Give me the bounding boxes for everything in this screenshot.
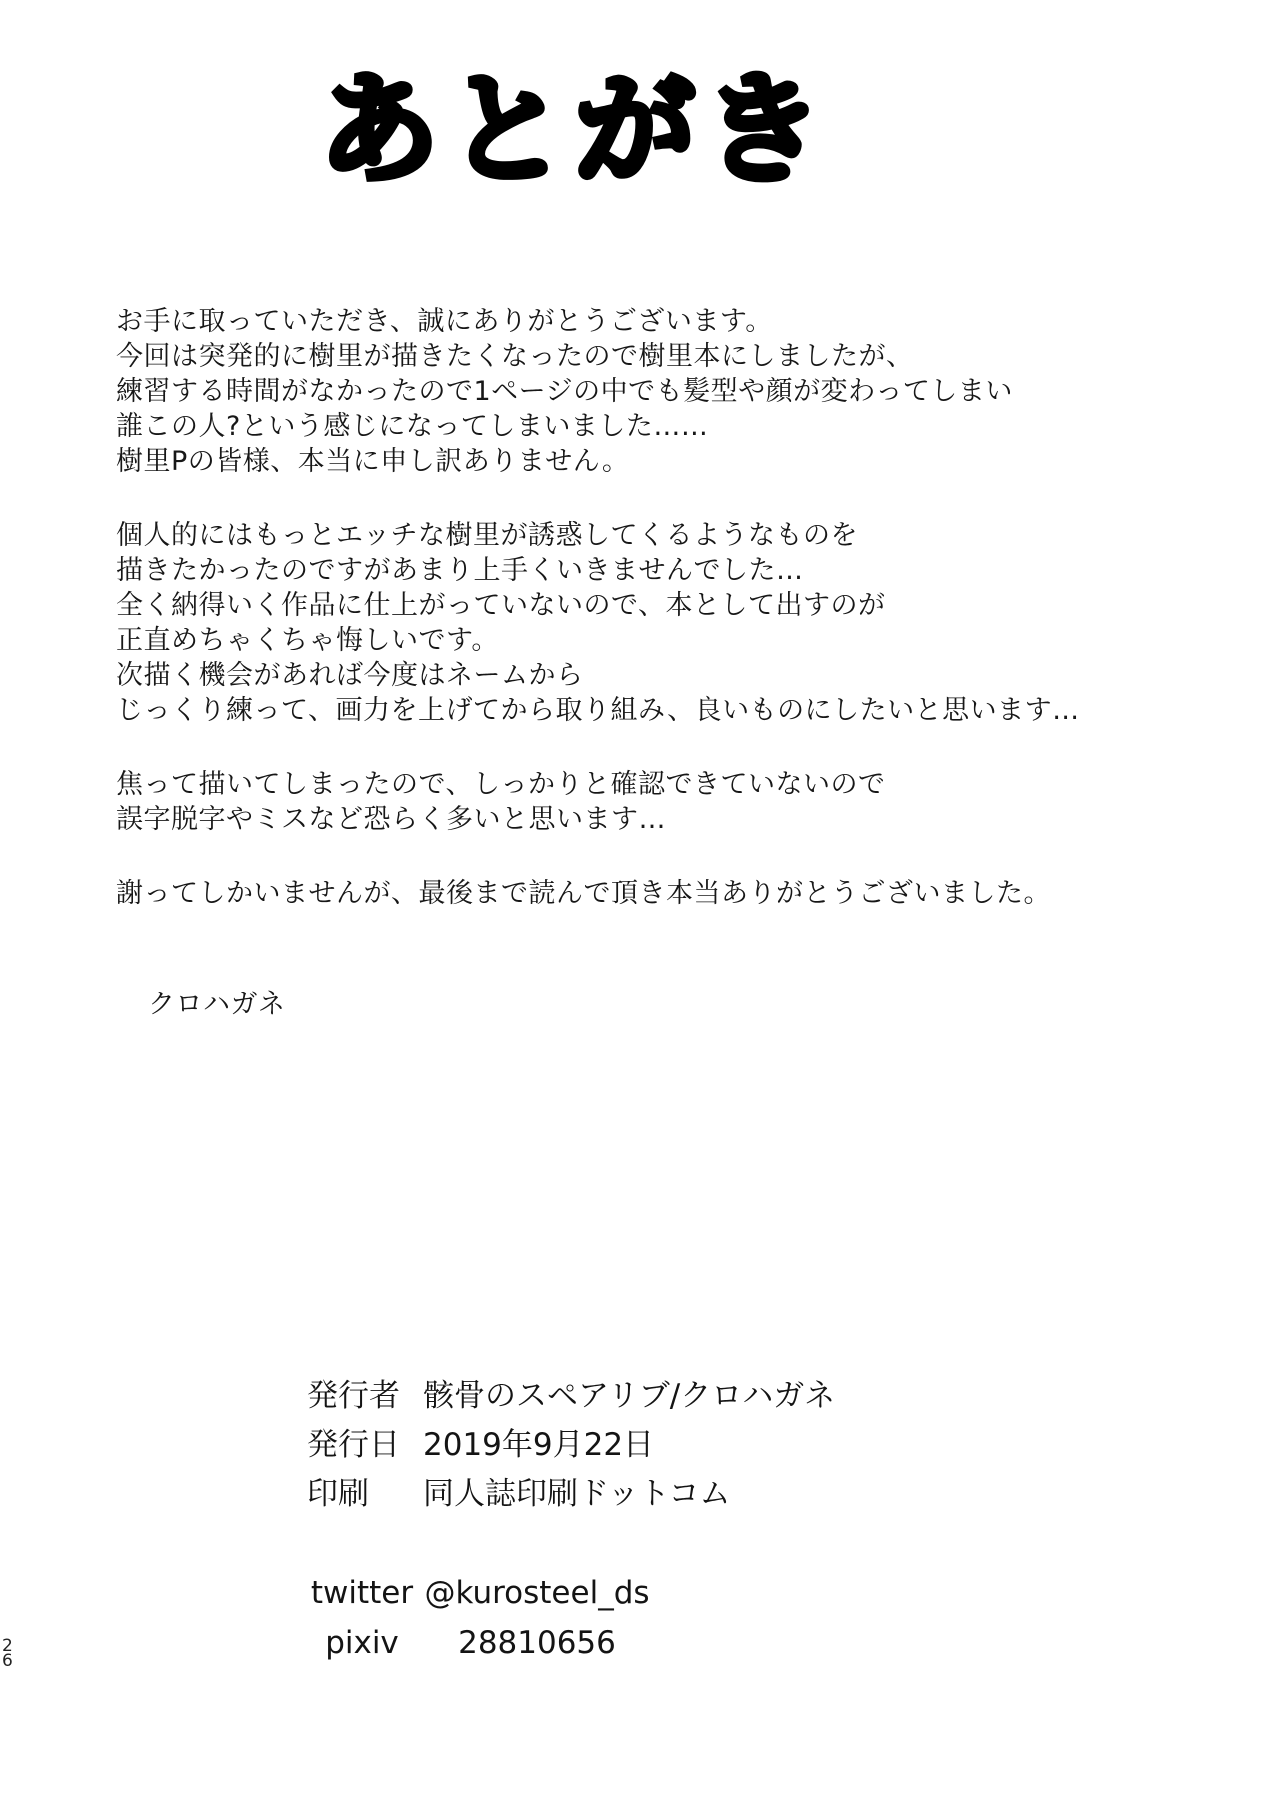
text-line: 全く納得いく作品に仕上がっていないので、本として出すのが: [116, 590, 886, 621]
pixiv-label: pixiv: [325, 1625, 399, 1661]
colophon: [307, 1368, 835, 1668]
pixiv-row: [307, 1618, 835, 1668]
colophon-label: 印刷: [307, 1476, 369, 1512]
afterword-paragraph: [116, 767, 1216, 837]
text-line: 焦って描いてしまったので、しっかりと確認できていないので: [116, 769, 886, 800]
text-line: 誰この人?という感じになってしまいました……: [116, 411, 709, 442]
colophon-value: 骸骨のスペアリブ/クロハガネ: [423, 1378, 836, 1414]
text-line: 謝ってしかいませんが、最後まで読んで頂き本当ありがとうございました。: [116, 878, 1051, 909]
text-line: お手に取っていただき、誠にありがとうございます。: [116, 306, 773, 337]
text-line: 個人的にはもっとエッチな樹里が誘惑してくるようなものを: [116, 520, 858, 551]
colophon-label: 発行者: [307, 1378, 400, 1414]
text-line: 樹里Pの皆様、本当に申し訳ありません。: [116, 446, 630, 477]
twitter-handle: @kurosteel_ds: [424, 1575, 650, 1611]
text-line: 今回は突発的に樹里が描きたくなったので樹里本にしましたが、: [116, 341, 914, 372]
twitter-row: [307, 1568, 835, 1618]
colophon-value: 2019年9月22日: [423, 1427, 655, 1463]
text-line: じっくり練って、画力を上げてから取り組み、良いものにしたいと思います…: [116, 695, 1080, 726]
text-line: 正直めちゃくちゃ悔しいです。: [116, 625, 499, 656]
page-number: 26: [2, 1636, 13, 1671]
author-signature: クロハガネ: [148, 989, 286, 1020]
twitter-label: twitter: [310, 1575, 414, 1611]
page-title: あとがき: [319, 61, 831, 200]
text-line: 練習する時間がなかったので1ページの中でも髪型や顔が変わってしまい: [116, 376, 1013, 407]
colophon-row-printer: [307, 1466, 835, 1515]
colophon-row-publish-date: [307, 1417, 835, 1466]
afterword-paragraph: [116, 876, 1216, 911]
colophon-label: 発行日: [307, 1427, 400, 1463]
colophon-row-publisher: [307, 1368, 835, 1417]
pixiv-id: 28810656: [458, 1625, 616, 1661]
social-links: [307, 1568, 835, 1668]
text-line: 描きたかったのですがあまり上手くいきませんでした…: [116, 555, 804, 586]
afterword-paragraph: [116, 304, 1216, 479]
colophon-value: 同人誌印刷ドットコム: [423, 1476, 731, 1512]
afterword-paragraph: [116, 518, 1216, 728]
text-line: 誤字脱字やミスなど恐らく多いと思います…: [116, 804, 666, 835]
text-line: 次描く機会があれば今度はネームから: [116, 660, 584, 691]
afterword-body: [116, 304, 1216, 1022]
